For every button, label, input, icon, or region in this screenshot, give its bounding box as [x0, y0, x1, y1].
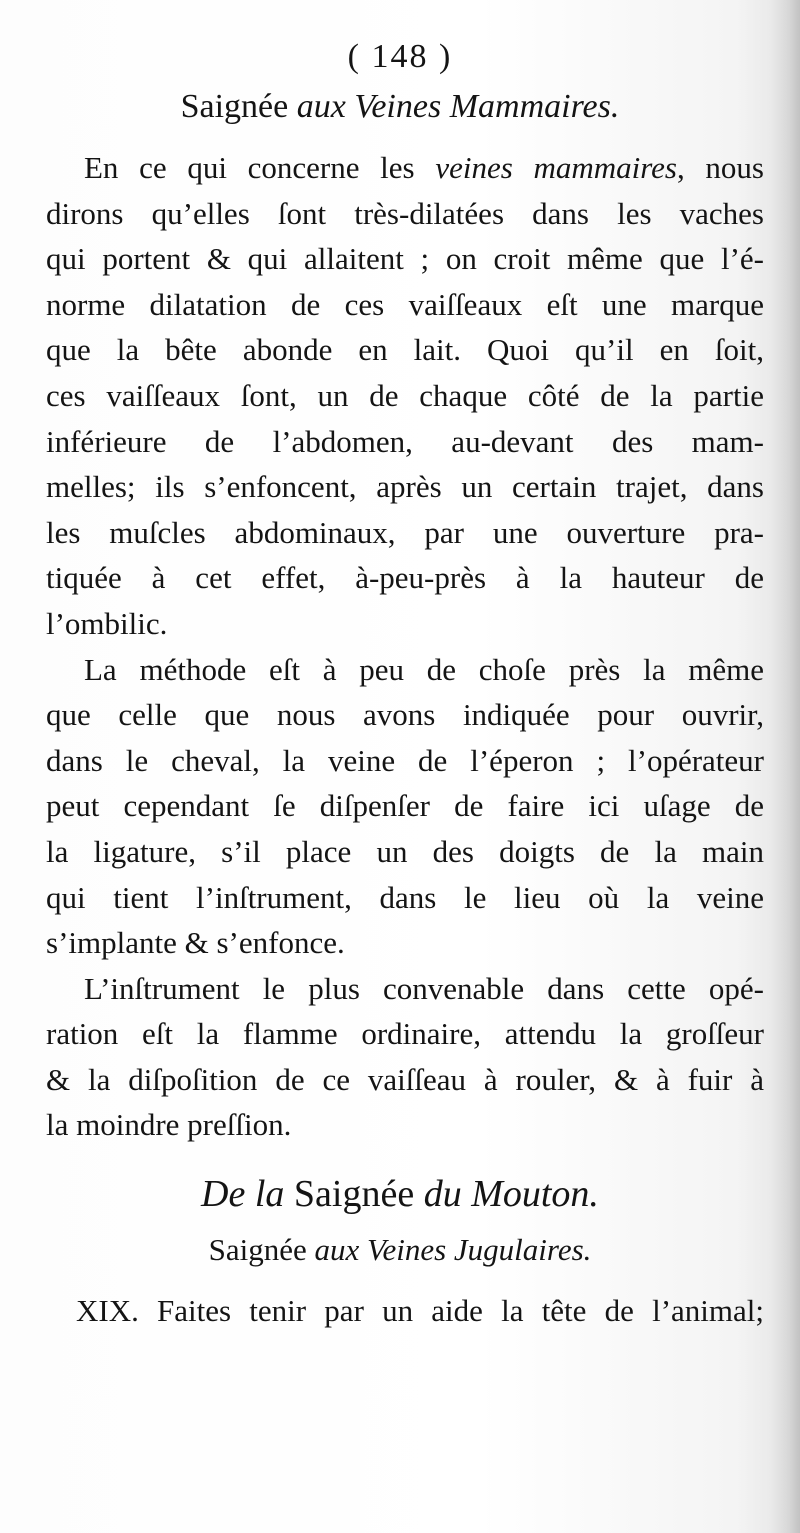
text-run: ration eſt la flamme ordinaire, attendu la groſſeur [46, 1016, 764, 1052]
heading-run: Saignée [293, 1173, 424, 1215]
text-line [46, 1011, 764, 1057]
heading-run: Saignée [208, 1232, 315, 1267]
text-run: que celle que nous avons indiquée pour ouvrir, [46, 697, 764, 733]
heading-run: De la [201, 1173, 294, 1215]
running-head-italic: aux Veines Mammaires. [296, 88, 620, 125]
paragraph [46, 647, 764, 966]
text-line [46, 191, 764, 237]
text-run: la ligature, s’il place un des doigts de la main [46, 833, 764, 869]
text-run: , nous [676, 150, 764, 185]
section-subtitle [0, 1232, 800, 1268]
text-run: tiquée à cet effet, à-peu-près à la hauteur de [46, 560, 764, 596]
text-run: s’implante & s’enfonce. [46, 925, 345, 961]
text-run: que la bête abonde en lait. Quoi qu’il en ſoit, [46, 332, 764, 368]
text-run: l’ombilic. [46, 605, 168, 641]
text-line [46, 692, 764, 738]
text-line [46, 327, 764, 373]
text-line [46, 647, 764, 693]
running-head [0, 88, 800, 126]
text-run: melles; ils s’enfoncent, après un certain trajet, dans [46, 469, 764, 505]
text-line [46, 464, 764, 510]
text-run: L’inſtrument le plus convenable dans cette opé- [84, 970, 764, 1006]
text-line [46, 555, 764, 601]
heading-run: du Mouton. [423, 1173, 599, 1215]
body-text [46, 145, 764, 1148]
heading-run: aux Veines Jugulaires. [314, 1232, 592, 1267]
text-line [46, 419, 764, 465]
paragraph [46, 145, 764, 647]
text-run: les muſcles abdominaux, par une ouverture pra- [46, 514, 764, 550]
paragraph [46, 966, 764, 1148]
text-line [46, 829, 764, 875]
text-run: inférieure de l’abdomen, au-devant des mam- [46, 423, 764, 459]
final-line: XIX. Faites tenir par un aide la tête de l’animal; [76, 1293, 764, 1328]
text-line [46, 1102, 764, 1148]
text-run: dirons qu’elles ſont très-dilatées dans les vaches [46, 195, 764, 231]
text-run: peut cependant ſe diſpenſer de faire ici uſage de [46, 788, 764, 824]
text-run: dans le cheval, la veine de l’éperon ; l’opérateur [46, 742, 764, 778]
text-line [46, 738, 764, 784]
page-edge-shadow [770, 0, 800, 1533]
text-line [46, 920, 764, 966]
section-title [0, 1172, 800, 1216]
text-run: ces vaiſſeaux ſont, un de chaque côté de la partie [46, 377, 764, 413]
page-number: ( 148 ) [347, 38, 453, 75]
text-line [46, 282, 764, 328]
text-line [46, 1057, 764, 1103]
text-line [46, 236, 764, 282]
running-head-roman: Saignée [180, 88, 297, 125]
text-run: la moindre preſſion. [46, 1107, 292, 1143]
text-run: La méthode eſt à peu de choſe près la même [84, 651, 764, 687]
text-line [46, 510, 764, 556]
text-line [46, 783, 764, 829]
text-line [46, 875, 764, 921]
text-line [46, 966, 764, 1012]
text-run: & la diſpoſition de ce vaiſſeau à rouler, & à fuir à [46, 1061, 764, 1097]
text-run: qui portent & qui allaitent ; on croit même que l’é- [46, 241, 764, 277]
text-line [46, 601, 764, 647]
text-line [46, 145, 764, 191]
text-run: En ce qui concerne les [84, 150, 436, 185]
text-run: qui tient l’inſtrument, dans le lieu où la veine [46, 879, 764, 915]
text-run: norme dilatation de ces vaiſſeaux eſt une marque [46, 286, 764, 322]
text-run: veines mammaires [435, 150, 677, 185]
text-line [46, 373, 764, 419]
